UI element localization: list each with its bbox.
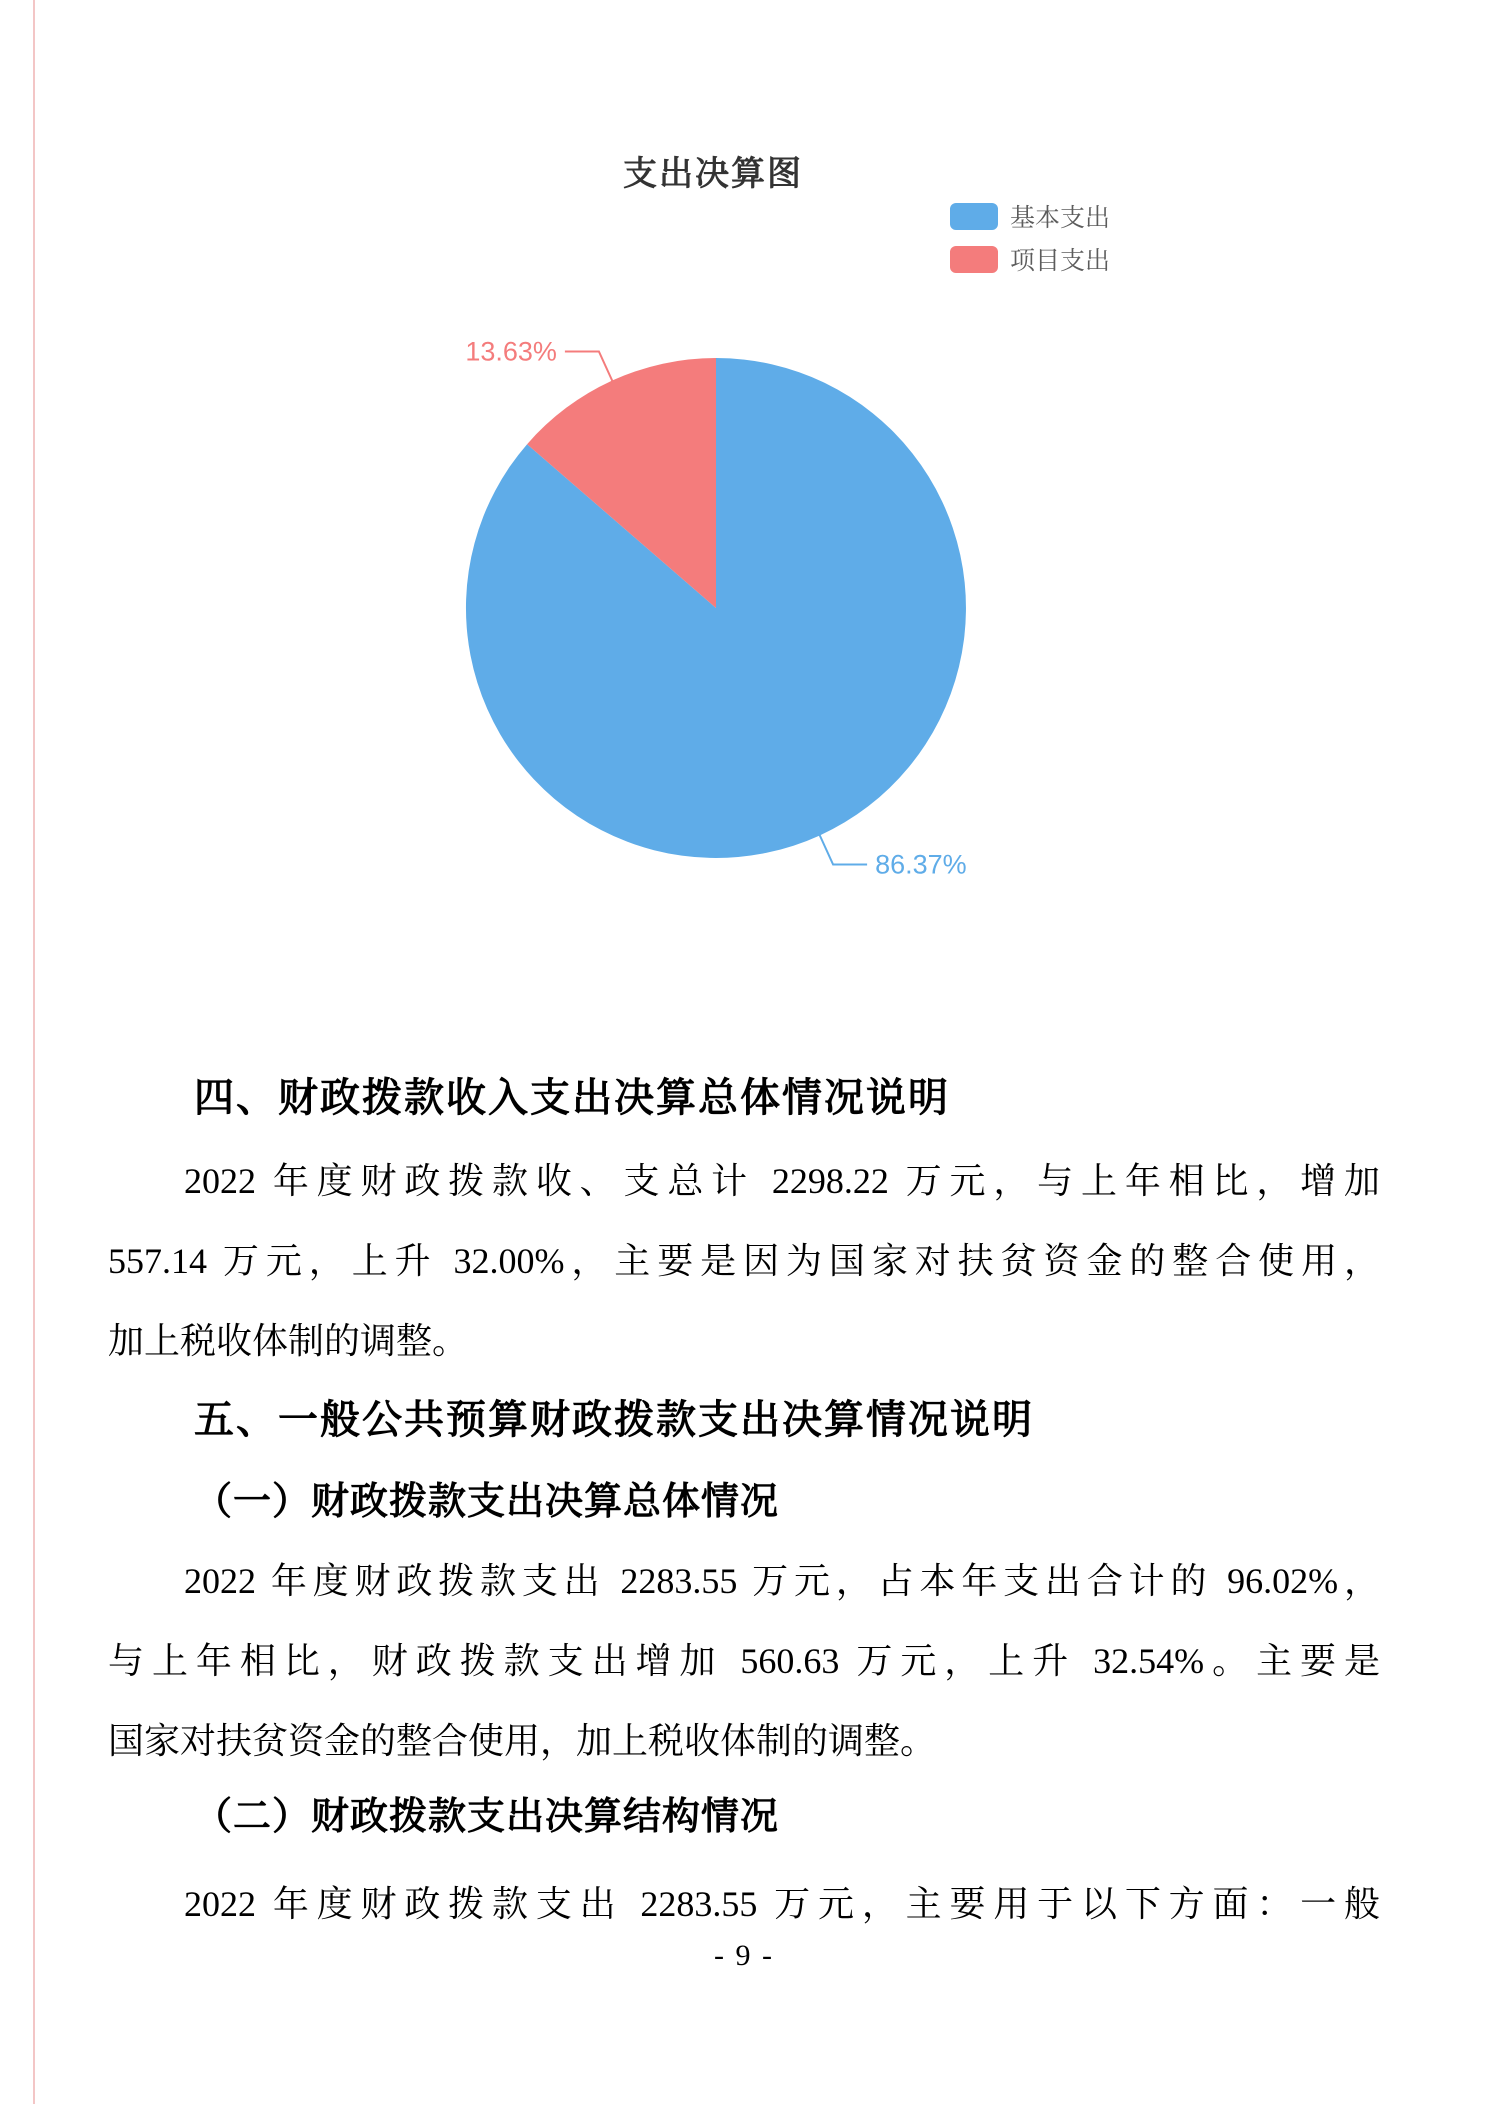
pie-data-label-基本支出: 86.37% [875,849,967,880]
legend-label: 基本支出 [1010,204,1111,232]
expenditure-pie-chart [0,0,1488,1000]
legend-label: 项目支出 [1010,247,1111,275]
paragraph-line: 国家对扶贫资金的整合使用，加上税收体制的调整。 [108,1721,937,1761]
pie-data-label-项目支出: 13.63% [465,336,557,367]
pie-label-leader-基本支出 [819,835,867,865]
chart-title: 支出决算图 [623,155,803,193]
heading-section-4: 四、财政拨款收入支出决算总体情况说明 [194,1076,950,1120]
paragraph-line: 2022 年度财政拨款支出 2283.55 万元，主要用于以下方面：一般 [184,1884,1380,1924]
pie-label-leader-项目支出 [565,352,613,382]
paragraph-line: 557.14 万元，上升 32.00%，主要是因为国家对扶贫资金的整合使用， [108,1241,1380,1281]
subheading-5-1: （一）财政拨款支出决算总体情况 [194,1481,780,1523]
paragraph-line: 加上税收体制的调整。 [108,1321,469,1361]
page-number: - 9 - [714,1939,774,1972]
paragraph-appropriation-overall [108,1541,1380,1781]
paragraph-fiscal-total [108,1141,1380,1381]
heading-section-5: 五、一般公共预算财政拨款支出决算情况说明 [194,1398,1034,1442]
paragraph-line: 2022 年度财政拨款支出 2283.55 万元，占本年支出合计的 96.02%， [184,1561,1380,1601]
paragraph-line: 与上年相比，财政拨款支出增加 560.63 万元，上升 32.54%。主要是 [108,1641,1380,1681]
subheading-5-2: （二）财政拨款支出决算结构情况 [194,1796,780,1838]
paragraph-line: 2022 年度财政拨款收、支总计 2298.22 万元，与上年相比，增加 [184,1161,1380,1201]
